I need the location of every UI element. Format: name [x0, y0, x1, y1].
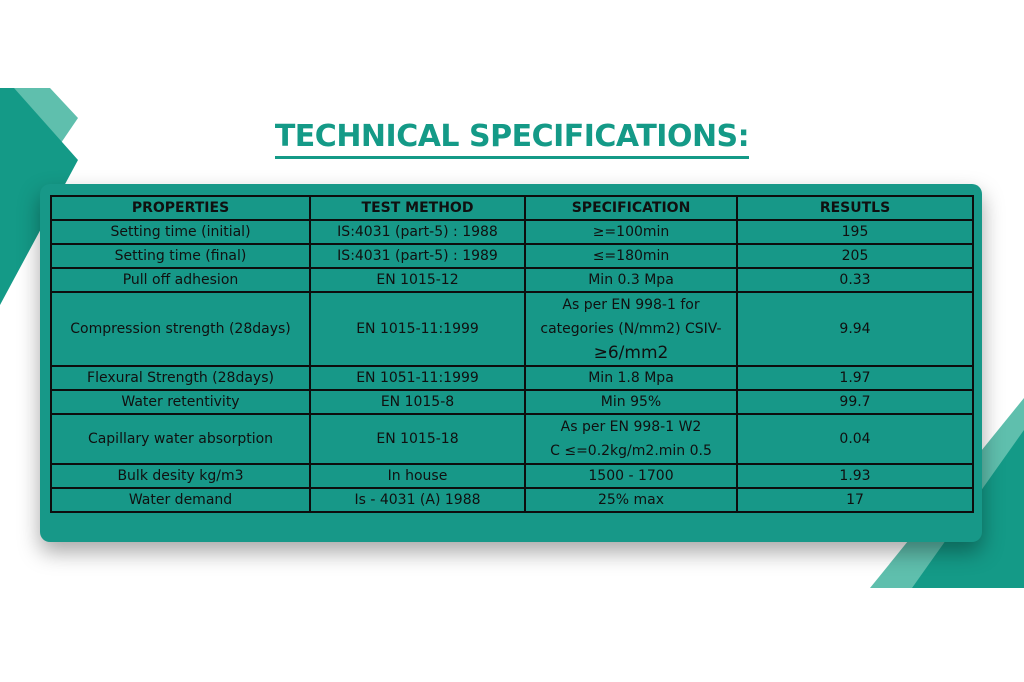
cell-specification: ≥=100min [525, 220, 737, 244]
cell-result: 9.94 [737, 292, 973, 366]
cell-specification [525, 292, 737, 366]
table-row [51, 488, 973, 512]
cell-result: 0.04 [737, 414, 973, 464]
cell-result: 205 [737, 244, 973, 268]
cell-test-method: In house [310, 464, 525, 488]
cell-test-method: EN 1015-18 [310, 414, 525, 464]
table-row [51, 464, 973, 488]
cell-property: Water retentivity [51, 390, 310, 414]
column-header-properties: PROPERTIES [51, 196, 310, 220]
cell-specification: 25% max [525, 488, 737, 512]
page-title-text: TECHNICAL SPECIFICATIONS: [275, 118, 749, 159]
table-row [51, 244, 973, 268]
cell-result: 17 [737, 488, 973, 512]
table-row [51, 292, 973, 366]
table-row [51, 414, 973, 464]
specifications-panel [40, 184, 982, 542]
page-title [0, 118, 1024, 159]
cell-specification: ≤=180min [525, 244, 737, 268]
table-row [51, 366, 973, 390]
cell-test-method: IS:4031 (part-5) : 1989 [310, 244, 525, 268]
spec-line: As per EN 998-1 W2 [560, 419, 702, 435]
cell-test-method: EN 1015-8 [310, 390, 525, 414]
column-header-results: RESUTLS [737, 196, 973, 220]
table-row [51, 220, 973, 244]
cell-result: 1.97 [737, 366, 973, 390]
spec-line: C ≤=0.2kg/m2.min 0.5 [550, 443, 712, 459]
cell-specification: Min 95% [525, 390, 737, 414]
cell-specification [525, 414, 737, 464]
cell-test-method: EN 1051-11:1999 [310, 366, 525, 390]
spec-line: ≥6/mm2 [593, 343, 669, 363]
spec-line: As per EN 998-1 for [562, 297, 700, 313]
specifications-table [50, 195, 974, 513]
table-row [51, 268, 973, 292]
cell-property: Water demand [51, 488, 310, 512]
cell-property: Setting time (final) [51, 244, 310, 268]
cell-property: Capillary water absorption [51, 414, 310, 464]
cell-result: 1.93 [737, 464, 973, 488]
cell-property: Bulk desity kg/m3 [51, 464, 310, 488]
cell-specification: 1500 - 1700 [525, 464, 737, 488]
table-header-row [51, 196, 973, 220]
cell-test-method: EN 1015-11:1999 [310, 292, 525, 366]
cell-specification: Min 1.8 Mpa [525, 366, 737, 390]
cell-test-method: IS:4031 (part-5) : 1988 [310, 220, 525, 244]
cell-property: Compression strength (28days) [51, 292, 310, 366]
cell-property: Flexural Strength (28days) [51, 366, 310, 390]
cell-result: 99.7 [737, 390, 973, 414]
cell-test-method: Is - 4031 (A) 1988 [310, 488, 525, 512]
spec-line: categories (N/mm2) CSIV- [540, 321, 722, 337]
cell-result: 195 [737, 220, 973, 244]
column-header-specification: SPECIFICATION [525, 196, 737, 220]
cell-specification: Min 0.3 Mpa [525, 268, 737, 292]
column-header-test-method: TEST METHOD [310, 196, 525, 220]
cell-result: 0.33 [737, 268, 973, 292]
cell-property: Pull off adhesion [51, 268, 310, 292]
cell-property: Setting time (initial) [51, 220, 310, 244]
cell-test-method: EN 1015-12 [310, 268, 525, 292]
table-row [51, 390, 973, 414]
